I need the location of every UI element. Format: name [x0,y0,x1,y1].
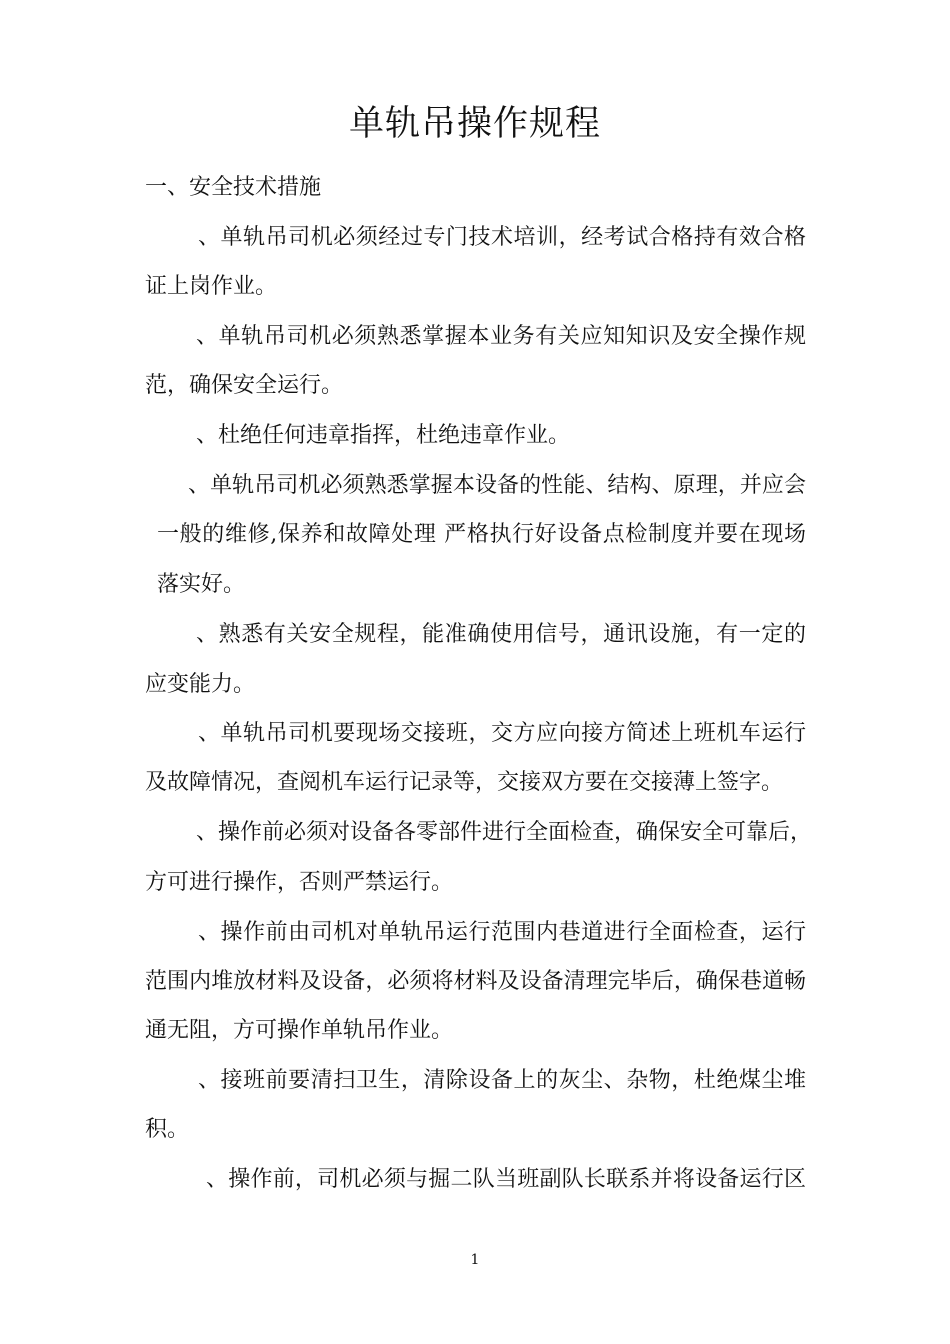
paragraph-line: 、操作前由司机对单轨吊运行范围内巷道进行全面检查，运行 [198,920,806,945]
paragraph-line: 、操作前必须对设备各零部件进行全面检查，确保安全可靠后， [196,820,813,845]
paragraph-line: 通无阻，方可操作单轨吊作业。 [145,1018,454,1043]
paragraph-line: 、单轨吊司机要现场交接班，交方应向接方简述上班机车运行 [198,721,806,746]
document-title: 单轨吊操作规程 [348,104,601,144]
paragraph-line: 方可进行操作，否则严禁运行。 [145,870,454,895]
paragraph-line: 落实好。 [157,572,246,597]
paragraph-line: 、接班前要清扫卫生，清除设备上的灰尘、杂物，杜绝煤尘堆 [198,1068,806,1093]
paragraph-line: 、单轨吊司机必须熟悉掌握本设备的性能、结构、原理，并应会 [188,473,806,498]
paragraph-line: 范，确保安全运行。 [145,373,344,398]
paragraph-line: 、单轨吊司机必须经过专门技术培训，经考试合格持有效合格 [198,225,806,250]
paragraph-line: 证上岗作业。 [145,274,278,299]
page-number: 1 [470,1252,480,1268]
section-heading: 一、安全技术措施 [145,175,322,200]
paragraph-line: 应变能力。 [145,672,256,697]
paragraph-line: 积。 [145,1117,190,1142]
paragraph-line: 一般的维修,保养和故障处理 严格执行好设备点检制度并要在现场 [157,522,806,547]
paragraph-line: 、熟悉有关安全规程，能准确使用信号，通讯设施，有一定的 [196,622,806,647]
paragraph-line: 范围内堆放材料及设备，必须将材料及设备清理完毕后，确保巷道畅 [145,969,806,994]
paragraph-line: 及故障情况，查阅机车运行记录等，交接双方要在交接薄上签字。 [145,770,784,795]
paragraph-line: 、操作前，司机必须与掘二队当班副队长联系并将设备运行区 [206,1167,806,1192]
paragraph-line: 、杜绝任何违章指挥，杜绝违章作业。 [196,423,571,448]
paragraph-line: 、单轨吊司机必须熟悉掌握本业务有关应知知识及安全操作规 [196,324,806,349]
